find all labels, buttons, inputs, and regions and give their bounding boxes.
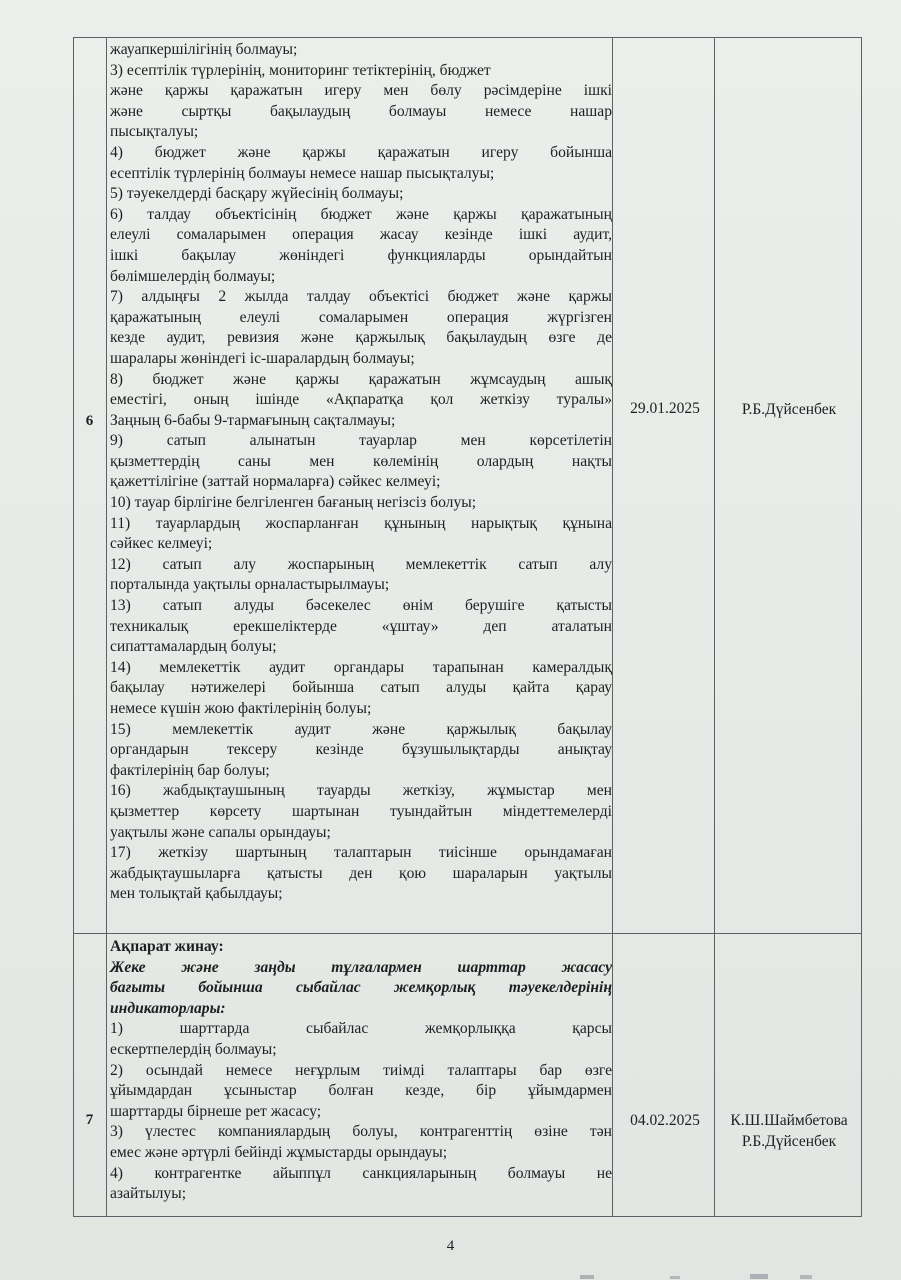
text-line: 7) алдыңғы 2 жылда талдау объектісі бюджет және қаржы <box>110 288 612 306</box>
text-line: 3) үлестес компаниялардың болуы, контрагенттің өзіне тән <box>110 1123 612 1141</box>
text-line: кезде аудит, ревизия және қаржылық бақылаудың өзге де <box>110 329 612 347</box>
responsible-name: К.Ш.Шаймбетова <box>730 1112 848 1129</box>
text-line: 14) мемлекеттік аудит органдары тарапынан камералдық <box>110 658 612 676</box>
text-line: 11) тауарлардың жоспарланған құнының нарықтық құнына <box>110 514 612 532</box>
text-line: 4) бюджет және қаржы қаражатын игеру бойынша <box>110 143 612 161</box>
text-line: еместігі, оның ішінде «Ақпаратқа қол жеткізу туралы» <box>110 391 612 409</box>
text-line: ұйымдардан ұсыныстар болған кезде, бір ұйымдармен <box>110 1082 612 1100</box>
text-line: қызметтердің саны мен көлемінің олардың нақты <box>110 452 612 470</box>
row-responsible <box>716 399 862 420</box>
text-line: 3) есептілік түрлерінің, мониторинг тетіктерінің, бюджет <box>110 61 491 79</box>
row-criteria-text <box>110 937 612 1205</box>
text-line: шарттарды бірнеше рет жасасу; <box>110 1102 322 1120</box>
table-border-right <box>861 37 862 1217</box>
text-line: органдарын тексеру кезінде бұзушылықтарды анықтау <box>110 741 612 759</box>
text-line: сипаттамалардың болуы; <box>110 638 277 656</box>
text-line: жабдықтаушыларға қатысты ден қою шараларын уақтылы <box>110 864 612 882</box>
text-line: 16) жабдықтаушының тауарды жеткізу, жұмыстар мен <box>110 782 612 800</box>
responsible-name: Р.Б.Дүйсенбек <box>741 1133 837 1150</box>
text-line: ескертпелердің болмауы; <box>110 1040 277 1058</box>
text-line: порталында уақтылы орналастырылмауы; <box>110 576 390 594</box>
text-line: сәйкес келмеуі; <box>110 535 213 553</box>
text-line: 13) сатып алуды бәсекелес өнім берушіге қатысты <box>110 597 612 615</box>
text-line: және қаржы қаражатын игеру мен бөлу рәсімдеріне ішкі <box>110 82 612 100</box>
row-number: 7 <box>85 1112 94 1128</box>
row-number: 6 <box>85 413 94 429</box>
text-line: 10) тауар бірлігіне белгіленген бағаның негізсіз болуы; <box>110 494 477 512</box>
page-edge-marks <box>580 1270 830 1280</box>
subheading-line: индикаторлары: <box>110 999 226 1017</box>
text-line: емес және әртүрлі бейінді жұмыстарды орындауы; <box>110 1143 448 1161</box>
text-line: Заңның 6-бабы 9-тармағының сақталмауы; <box>110 411 396 429</box>
row-date: 04.02.2025 <box>630 1112 700 1129</box>
plan-table <box>73 37 862 1217</box>
text-line: немесе күшін жою фактілерінің болуы; <box>110 700 372 717</box>
text-line: жауапкершілігінің болмауы; <box>110 41 298 58</box>
text-line: 8) бюджет және қаржы қаражатын жұмсаудың ашық <box>110 370 612 388</box>
page-number: 4 <box>446 1238 455 1254</box>
table-rule <box>714 37 715 1217</box>
row-responsible <box>716 1110 862 1152</box>
table-rule <box>612 37 613 1217</box>
text-line: қажеттілігіне (заттай нормаларға) сәйкес келмеуі; <box>110 473 441 491</box>
section-heading: Ақпарат жинау: <box>110 938 224 955</box>
text-line: техникалық ерекшеліктерде «ұштау» деп аталатын <box>110 617 612 635</box>
text-line: шаралары жөніндегі іс-шаралардың болмауы; <box>110 349 415 367</box>
table-border-top <box>73 37 862 38</box>
text-line: есептілік түрлерінің болмауы немесе нашар пысықталуы; <box>110 164 495 182</box>
text-line: 1) шарттарда сыбайлас жемқорлыққа қарсы <box>110 1020 612 1038</box>
row-criteria-text <box>110 40 612 905</box>
text-line: 4) контрагентке айыппұл санкцияларының болмауы не <box>110 1164 612 1182</box>
text-line: 5) тәуекелдерді басқару жүйесінің болмауы; <box>110 185 404 203</box>
text-line: 12) сатып алу жоспарының мемлекеттік сатып алу <box>110 555 612 573</box>
text-line: қаражатының елеулі сомаларымен операция жүргізген <box>110 308 612 326</box>
text-line: пысықталуы; <box>110 123 199 141</box>
text-line: 6) талдау объектісінің бюджет және қаржы қаражатының <box>110 205 612 223</box>
subheading-line: Жеке және заңды тұлғалармен шарттар жасасу <box>110 958 612 976</box>
text-line: 17) жеткізу шартының талаптарын тиісінше орындамаған <box>110 844 612 862</box>
row-divider <box>73 933 862 934</box>
text-line: бақылау нәтижелері бойынша сатып алуды қайта қарау <box>110 679 612 697</box>
text-line: азайтылуы; <box>110 1185 187 1203</box>
text-line: 15) мемлекеттік аудит және қаржылық бақылау <box>110 720 612 738</box>
text-line: және сыртқы бақылаудың болмауы немесе нашар <box>110 102 612 120</box>
subheading-line: бағыты бойынша сыбайлас жемқорлық тәуекелдерінің <box>110 979 612 997</box>
responsible-name: Р.Б.Дүйсенбек <box>741 401 837 418</box>
text-line: бөлімшелердің болмауы; <box>110 267 276 285</box>
table-rule <box>106 37 107 1217</box>
text-line: 9) сатып алынатын тауарлар мен көрсетілетін <box>110 432 612 450</box>
row-date: 29.01.2025 <box>630 400 700 417</box>
text-line: 2) осындай немесе неғұрлым тиімді талаптары бар өзге <box>110 1061 612 1079</box>
text-line: қызметтер көрсету шартынан туындайтын міндеттемелерді <box>110 802 612 820</box>
table-border-left <box>73 37 74 1217</box>
table-border-bottom <box>73 1216 862 1217</box>
text-line: фактілерінің бар болуы; <box>110 761 270 779</box>
text-line: елеулі сомаларымен операция жасау кезінде ішкі аудит, <box>110 226 612 244</box>
text-line: уақтылы және сапалы орындауы; <box>110 823 331 841</box>
text-line: ішкі бақылау жөніндегі функцияларды орындайтын <box>110 246 612 264</box>
text-line: мен толықтай қабылдауы; <box>110 885 283 903</box>
